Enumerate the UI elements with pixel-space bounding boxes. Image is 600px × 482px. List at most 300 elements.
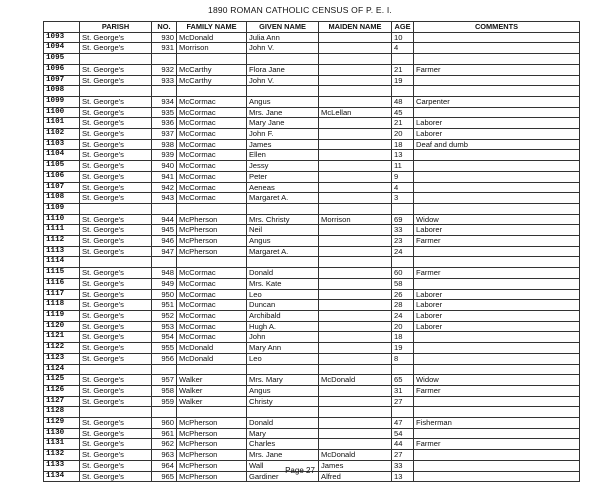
row-number: 1095: [44, 54, 80, 65]
row-number: 1116: [44, 278, 80, 289]
age-cell: [392, 54, 414, 65]
table-row: [44, 86, 580, 97]
family-name-cell: Walker: [177, 375, 247, 386]
maiden-name-cell: McLellan: [319, 107, 392, 118]
no-cell: 932: [152, 64, 177, 75]
table-row: [44, 203, 580, 214]
parish-cell: St. George's: [80, 236, 152, 247]
given-name-cell: Julia Ann: [247, 32, 319, 43]
family-name-cell: McDonald: [177, 353, 247, 364]
age-cell: 11: [392, 161, 414, 172]
comments-cell: [414, 32, 580, 43]
no-cell: 965: [152, 471, 177, 482]
family-name-cell: McCormac: [177, 118, 247, 129]
no-cell: 945: [152, 225, 177, 236]
parish-cell: St. George's: [80, 375, 152, 386]
row-number: 1097: [44, 75, 80, 86]
no-cell: 934: [152, 96, 177, 107]
table-row: [44, 129, 580, 140]
comments-cell: [414, 75, 580, 86]
comments-cell: Carpenter: [414, 96, 580, 107]
given-name-cell: Charles: [247, 439, 319, 450]
given-name-cell: Mrs. Mary: [247, 375, 319, 386]
row-number: 1133: [44, 460, 80, 471]
no-cell: 936: [152, 118, 177, 129]
age-cell: 33: [392, 225, 414, 236]
row-number: 1099: [44, 96, 80, 107]
col-header-no: NO.: [152, 22, 177, 33]
table-row: [44, 139, 580, 150]
table-row: [44, 107, 580, 118]
col-header-family-name: FAMILY NAME: [177, 22, 247, 33]
maiden-name-cell: [319, 236, 392, 247]
given-name-cell: Leo: [247, 289, 319, 300]
age-cell: 48: [392, 96, 414, 107]
given-name-cell: Donald: [247, 418, 319, 429]
age-cell: 31: [392, 385, 414, 396]
age-cell: 19: [392, 343, 414, 354]
row-number: 1129: [44, 418, 80, 429]
comments-cell: [414, 364, 580, 375]
no-cell: 947: [152, 246, 177, 257]
row-number: 1102: [44, 129, 80, 140]
maiden-name-cell: [319, 257, 392, 268]
row-number: 1113: [44, 246, 80, 257]
age-cell: 27: [392, 396, 414, 407]
row-number: 1109: [44, 203, 80, 214]
maiden-name-cell: [319, 353, 392, 364]
parish-cell: [80, 364, 152, 375]
age-cell: 54: [392, 428, 414, 439]
comments-cell: Laborer: [414, 321, 580, 332]
family-name-cell: Morrison: [177, 43, 247, 54]
maiden-name-cell: [319, 182, 392, 193]
maiden-name-cell: [319, 225, 392, 236]
family-name-cell: McCormac: [177, 289, 247, 300]
given-name-cell: Aeneas: [247, 182, 319, 193]
given-name-cell: [247, 54, 319, 65]
given-name-cell: Mrs. Jane: [247, 107, 319, 118]
maiden-name-cell: [319, 64, 392, 75]
comments-cell: Laborer: [414, 310, 580, 321]
col-header-comments: COMMENTS: [414, 22, 580, 33]
family-name-cell: Walker: [177, 396, 247, 407]
maiden-name-cell: [319, 278, 392, 289]
maiden-name-cell: [319, 246, 392, 257]
given-name-cell: Peter: [247, 171, 319, 182]
family-name-cell: McCormac: [177, 107, 247, 118]
given-name-cell: Christy: [247, 396, 319, 407]
parish-cell: St. George's: [80, 64, 152, 75]
table-row: [44, 343, 580, 354]
no-cell: 935: [152, 107, 177, 118]
family-name-cell: McCormac: [177, 150, 247, 161]
row-number: 1125: [44, 375, 80, 386]
comments-cell: Widow: [414, 375, 580, 386]
comments-cell: [414, 161, 580, 172]
parish-cell: St. George's: [80, 385, 152, 396]
row-number: 1121: [44, 332, 80, 343]
age-cell: 65: [392, 375, 414, 386]
row-number: 1096: [44, 64, 80, 75]
family-name-cell: McDonald: [177, 343, 247, 354]
maiden-name-cell: [319, 203, 392, 214]
family-name-cell: [177, 407, 247, 418]
no-cell: 939: [152, 150, 177, 161]
table-row: [44, 225, 580, 236]
age-cell: 47: [392, 418, 414, 429]
table-row: [44, 118, 580, 129]
comments-cell: [414, 450, 580, 461]
family-name-cell: McCarthy: [177, 64, 247, 75]
table-row: [44, 43, 580, 54]
row-number: 1093: [44, 32, 80, 43]
comments-cell: Laborer: [414, 300, 580, 311]
age-cell: [392, 364, 414, 375]
age-cell: 45: [392, 107, 414, 118]
family-name-cell: McCormac: [177, 321, 247, 332]
maiden-name-cell: McDonald: [319, 375, 392, 386]
no-cell: [152, 54, 177, 65]
table-row: [44, 310, 580, 321]
table-row: [44, 96, 580, 107]
table-row: [44, 375, 580, 386]
parish-cell: St. George's: [80, 439, 152, 450]
no-cell: 964: [152, 460, 177, 471]
family-name-cell: McPherson: [177, 471, 247, 482]
given-name-cell: [247, 257, 319, 268]
given-name-cell: Leo: [247, 353, 319, 364]
row-number: 1117: [44, 289, 80, 300]
comments-cell: [414, 193, 580, 204]
parish-cell: St. George's: [80, 171, 152, 182]
table-row: [44, 193, 580, 204]
comments-cell: Widow: [414, 214, 580, 225]
age-cell: 8: [392, 353, 414, 364]
no-cell: [152, 86, 177, 97]
maiden-name-cell: [319, 150, 392, 161]
age-cell: 3: [392, 193, 414, 204]
family-name-cell: McCormac: [177, 310, 247, 321]
family-name-cell: McCormac: [177, 171, 247, 182]
age-cell: 44: [392, 439, 414, 450]
row-number: 1128: [44, 407, 80, 418]
maiden-name-cell: [319, 193, 392, 204]
maiden-name-cell: [319, 396, 392, 407]
given-name-cell: James: [247, 139, 319, 150]
parish-cell: St. George's: [80, 343, 152, 354]
no-cell: 943: [152, 193, 177, 204]
maiden-name-cell: [319, 428, 392, 439]
parish-cell: St. George's: [80, 471, 152, 482]
given-name-cell: Flora Jane: [247, 64, 319, 75]
no-cell: 930: [152, 32, 177, 43]
comments-cell: [414, 171, 580, 182]
table-row: [44, 171, 580, 182]
table-row: [44, 236, 580, 247]
family-name-cell: Walker: [177, 385, 247, 396]
comments-cell: Farmer: [414, 385, 580, 396]
given-name-cell: Wall: [247, 460, 319, 471]
row-number: 1130: [44, 428, 80, 439]
age-cell: 18: [392, 139, 414, 150]
row-number: 1131: [44, 439, 80, 450]
given-name-cell: Archibald: [247, 310, 319, 321]
table-row: [44, 321, 580, 332]
row-number: 1126: [44, 385, 80, 396]
given-name-cell: John: [247, 332, 319, 343]
no-cell: 938: [152, 139, 177, 150]
parish-cell: St. George's: [80, 96, 152, 107]
no-cell: 950: [152, 289, 177, 300]
family-name-cell: McPherson: [177, 246, 247, 257]
table-row: [44, 385, 580, 396]
comments-cell: [414, 107, 580, 118]
table-row: [44, 182, 580, 193]
age-cell: 18: [392, 332, 414, 343]
age-cell: 26: [392, 289, 414, 300]
family-name-cell: McCormac: [177, 332, 247, 343]
given-name-cell: John F.: [247, 129, 319, 140]
row-number: 1098: [44, 86, 80, 97]
maiden-name-cell: [319, 129, 392, 140]
row-number: 1094: [44, 43, 80, 54]
given-name-cell: Duncan: [247, 300, 319, 311]
row-number: 1127: [44, 396, 80, 407]
row-number: 1108: [44, 193, 80, 204]
row-number: 1114: [44, 257, 80, 268]
age-cell: [392, 203, 414, 214]
comments-cell: [414, 396, 580, 407]
age-cell: 23: [392, 236, 414, 247]
no-cell: 956: [152, 353, 177, 364]
age-cell: 9: [392, 171, 414, 182]
given-name-cell: [247, 407, 319, 418]
table-row: [44, 75, 580, 86]
table-row: [44, 150, 580, 161]
comments-cell: Laborer: [414, 118, 580, 129]
family-name-cell: [177, 257, 247, 268]
comments-cell: [414, 43, 580, 54]
no-cell: 952: [152, 310, 177, 321]
given-name-cell: Ellen: [247, 150, 319, 161]
given-name-cell: Hugh A.: [247, 321, 319, 332]
no-cell: 949: [152, 278, 177, 289]
row-number: 1110: [44, 214, 80, 225]
family-name-cell: McCormac: [177, 300, 247, 311]
maiden-name-cell: [319, 32, 392, 43]
no-cell: 960: [152, 418, 177, 429]
no-cell: [152, 407, 177, 418]
family-name-cell: [177, 54, 247, 65]
age-cell: 69: [392, 214, 414, 225]
comments-cell: Farmer: [414, 268, 580, 279]
comments-cell: Farmer: [414, 236, 580, 247]
comments-cell: Farmer: [414, 64, 580, 75]
no-cell: 959: [152, 396, 177, 407]
given-name-cell: Angus: [247, 385, 319, 396]
row-number: 1100: [44, 107, 80, 118]
parish-cell: St. George's: [80, 214, 152, 225]
given-name-cell: Donald: [247, 268, 319, 279]
maiden-name-cell: [319, 96, 392, 107]
no-cell: 931: [152, 43, 177, 54]
age-cell: 4: [392, 182, 414, 193]
parish-cell: St. George's: [80, 310, 152, 321]
maiden-name-cell: [319, 161, 392, 172]
row-number: 1111: [44, 225, 80, 236]
parish-cell: St. George's: [80, 246, 152, 257]
maiden-name-cell: [319, 118, 392, 129]
maiden-name-cell: McDonald: [319, 450, 392, 461]
row-number: 1119: [44, 310, 80, 321]
given-name-cell: Mary Ann: [247, 343, 319, 354]
age-cell: 20: [392, 129, 414, 140]
comments-cell: [414, 86, 580, 97]
maiden-name-cell: Morrison: [319, 214, 392, 225]
parish-cell: [80, 86, 152, 97]
maiden-name-cell: [319, 75, 392, 86]
given-name-cell: Mrs. Christy: [247, 214, 319, 225]
parish-cell: St. George's: [80, 193, 152, 204]
parish-cell: St. George's: [80, 107, 152, 118]
row-number: 1115: [44, 268, 80, 279]
row-number: 1123: [44, 353, 80, 364]
given-name-cell: Neil: [247, 225, 319, 236]
comments-cell: [414, 332, 580, 343]
given-name-cell: [247, 203, 319, 214]
age-cell: [392, 257, 414, 268]
comments-cell: [414, 343, 580, 354]
age-cell: 21: [392, 64, 414, 75]
no-cell: 942: [152, 182, 177, 193]
parish-cell: St. George's: [80, 428, 152, 439]
age-cell: 24: [392, 246, 414, 257]
comments-cell: [414, 246, 580, 257]
given-name-cell: [247, 86, 319, 97]
maiden-name-cell: [319, 54, 392, 65]
family-name-cell: McCarthy: [177, 75, 247, 86]
table-row: [44, 353, 580, 364]
family-name-cell: McCormac: [177, 182, 247, 193]
comments-cell: Laborer: [414, 289, 580, 300]
family-name-cell: McCormac: [177, 161, 247, 172]
row-number: 1105: [44, 161, 80, 172]
given-name-cell: [247, 364, 319, 375]
given-name-cell: Angus: [247, 96, 319, 107]
no-cell: 963: [152, 450, 177, 461]
given-name-cell: Mrs. Kate: [247, 278, 319, 289]
row-number: 1132: [44, 450, 80, 461]
given-name-cell: Gardiner: [247, 471, 319, 482]
comments-cell: [414, 428, 580, 439]
no-cell: 944: [152, 214, 177, 225]
table-row: [44, 289, 580, 300]
no-cell: 954: [152, 332, 177, 343]
no-cell: 958: [152, 385, 177, 396]
maiden-name-cell: [319, 439, 392, 450]
age-cell: 27: [392, 450, 414, 461]
family-name-cell: McCormac: [177, 193, 247, 204]
comments-cell: Fisherman: [414, 418, 580, 429]
comments-cell: [414, 54, 580, 65]
maiden-name-cell: [319, 43, 392, 54]
page-title: 1890 ROMAN CATHOLIC CENSUS OF P. E. I.: [208, 5, 392, 15]
age-cell: 28: [392, 300, 414, 311]
maiden-name-cell: [319, 321, 392, 332]
parish-cell: St. George's: [80, 321, 152, 332]
census-body: [44, 32, 580, 482]
given-name-cell: Jessy: [247, 161, 319, 172]
row-number: 1118: [44, 300, 80, 311]
age-cell: [392, 407, 414, 418]
maiden-name-cell: James: [319, 460, 392, 471]
page-number: Page 27: [285, 466, 315, 475]
parish-cell: St. George's: [80, 278, 152, 289]
table-row: [44, 450, 580, 461]
comments-cell: Deaf and dumb: [414, 139, 580, 150]
maiden-name-cell: [319, 407, 392, 418]
maiden-name-cell: [319, 86, 392, 97]
header-row: [44, 22, 580, 33]
parish-cell: St. George's: [80, 129, 152, 140]
family-name-cell: McPherson: [177, 450, 247, 461]
table-row: [44, 332, 580, 343]
table-row: [44, 428, 580, 439]
no-cell: 937: [152, 129, 177, 140]
maiden-name-cell: [319, 418, 392, 429]
family-name-cell: [177, 203, 247, 214]
parish-cell: St. George's: [80, 139, 152, 150]
parish-cell: St. George's: [80, 268, 152, 279]
given-name-cell: Mrs. Jane: [247, 450, 319, 461]
age-cell: 4: [392, 43, 414, 54]
table-row: [44, 396, 580, 407]
maiden-name-cell: [319, 139, 392, 150]
table-row: [44, 278, 580, 289]
comments-cell: Laborer: [414, 129, 580, 140]
comments-cell: [414, 353, 580, 364]
no-cell: [152, 257, 177, 268]
row-number: 1107: [44, 182, 80, 193]
family-name-cell: McDonald: [177, 32, 247, 43]
parish-cell: St. George's: [80, 225, 152, 236]
comments-cell: [414, 203, 580, 214]
parish-cell: St. George's: [80, 182, 152, 193]
parish-cell: St. George's: [80, 418, 152, 429]
col-header-parish: PARISH: [80, 22, 152, 33]
col-header-rownum: [44, 22, 80, 33]
parish-cell: [80, 257, 152, 268]
given-name-cell: John V.: [247, 43, 319, 54]
table-row: [44, 32, 580, 43]
no-cell: 940: [152, 161, 177, 172]
row-number: 1104: [44, 150, 80, 161]
table-row: [44, 214, 580, 225]
family-name-cell: McCormac: [177, 278, 247, 289]
table-row: [44, 246, 580, 257]
family-name-cell: McPherson: [177, 460, 247, 471]
family-name-cell: McCormac: [177, 139, 247, 150]
age-cell: 10: [392, 32, 414, 43]
parish-cell: St. George's: [80, 450, 152, 461]
parish-cell: St. George's: [80, 43, 152, 54]
row-number: 1103: [44, 139, 80, 150]
no-cell: 946: [152, 236, 177, 247]
given-name-cell: Mary Jane: [247, 118, 319, 129]
census-table: [43, 21, 580, 482]
row-number: 1120: [44, 321, 80, 332]
